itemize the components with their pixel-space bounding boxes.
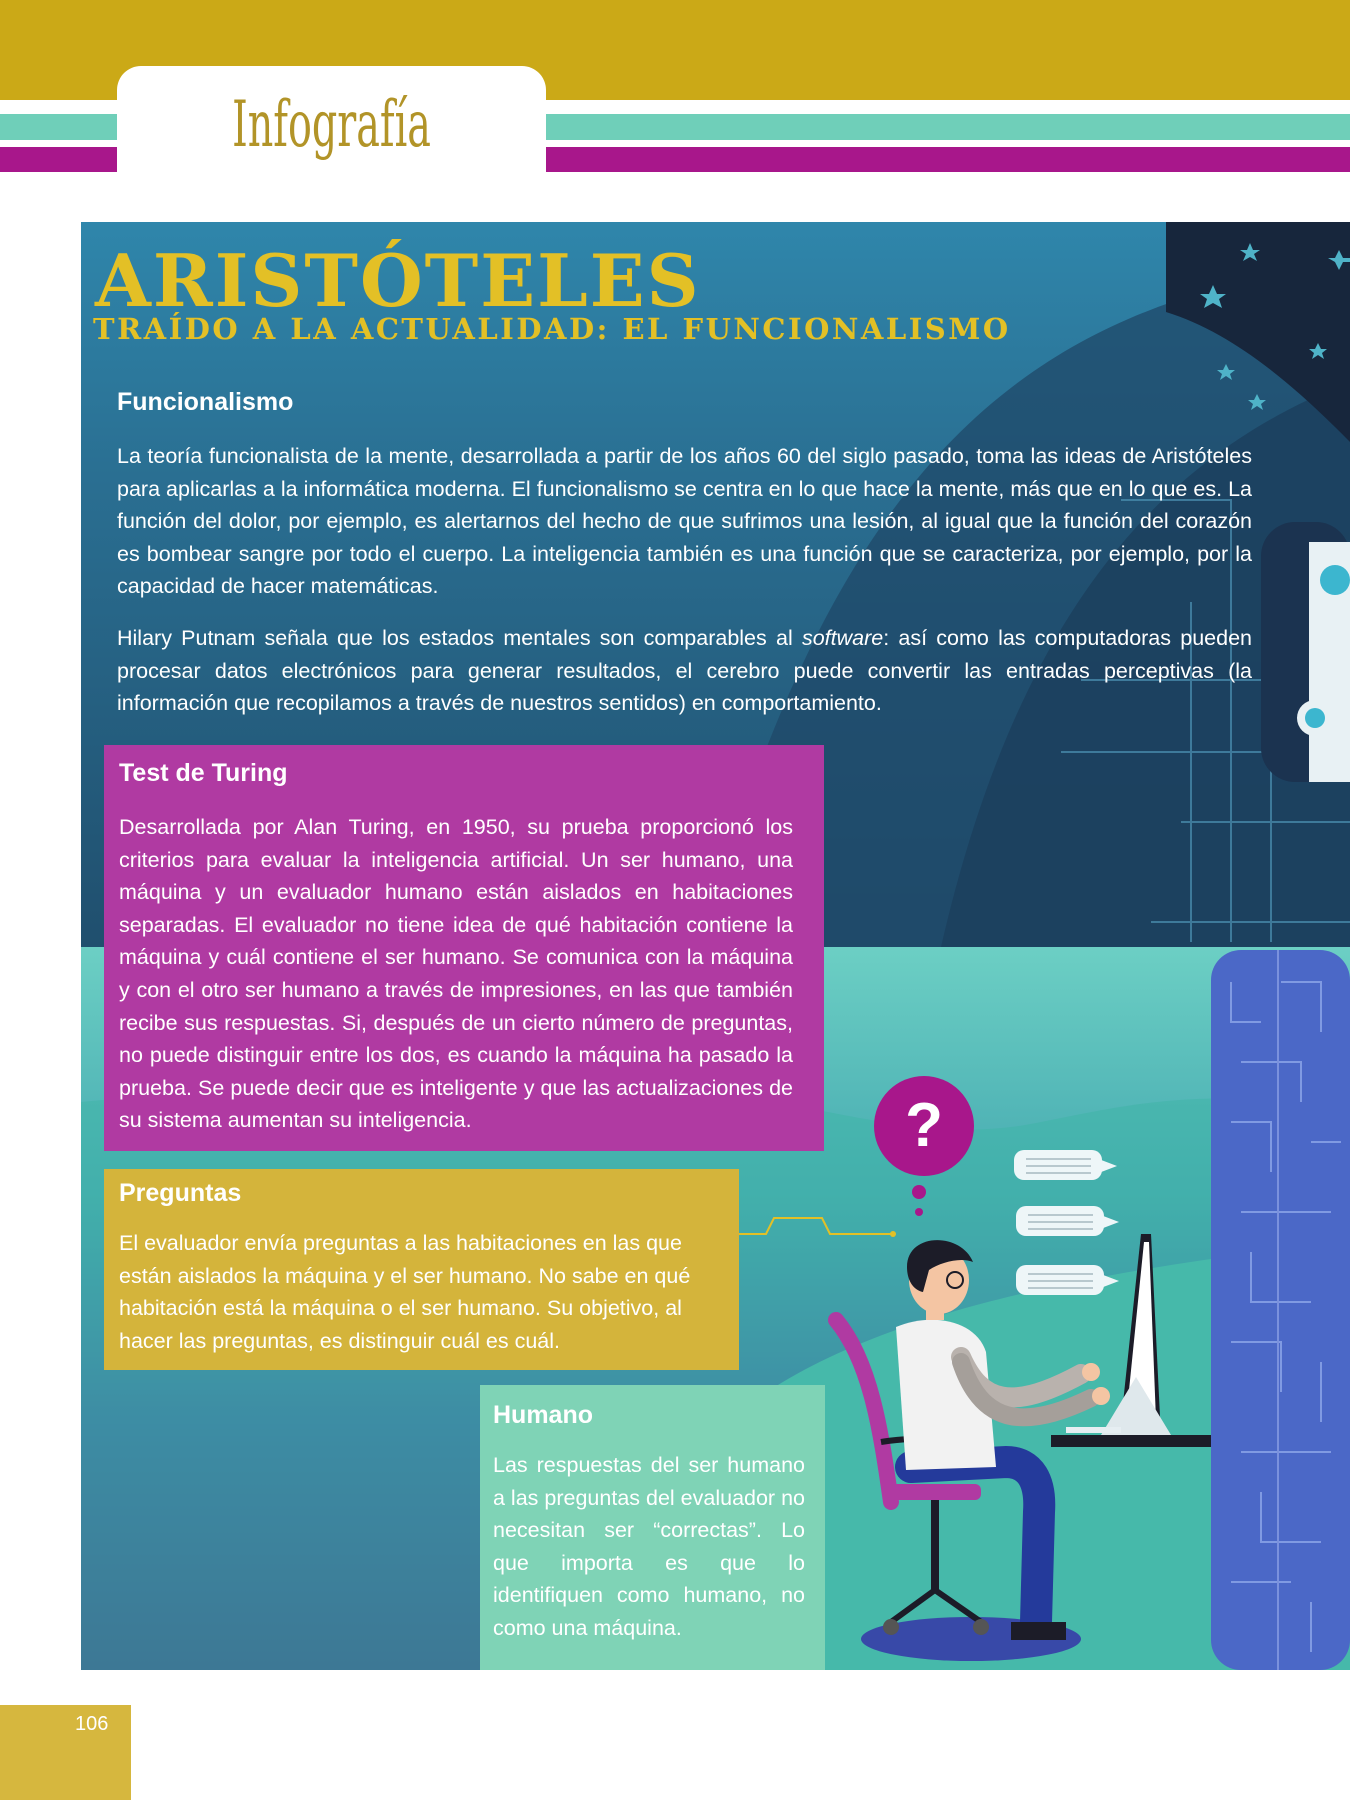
main-subtitle: TRAÍDO A LA ACTUALIDAD: EL FUNCIONALISMO	[93, 312, 1011, 346]
main-title: ARISTÓTELES	[95, 238, 701, 323]
section-label: Infografía	[232, 88, 431, 162]
turing-test-box	[104, 745, 824, 1151]
robot-arm-illustration	[1261, 522, 1350, 782]
preguntas-box	[104, 1169, 739, 1370]
connector-dot	[890, 1231, 896, 1237]
paragraph-2-start: Hilary Putnam señala que los estados mentales son comparables al	[117, 626, 802, 650]
turing-text: Desarrollada por Alan Turing, en 1950, su prueba proporcionó los criterios para evaluar la inteligencia artificial. Un ser humano, una máquina y un evaluador humano están aislados en habitaciones separadas. El evaluador no tiene idea de qué habitación contiene la máquina y cuál contiene el ser humano. Se comunica con la máquina y con el otro ser humano a través de impresiones, en las que también recibe sus respuestas. Si, después de un cierto número de preguntas, no puede distinguir entre los dos, es cuando la máquina ha pasado la prueba. Se puede decir que es inteligente y que las actualizaciones de su sistema aumentan su inteligencia.	[119, 815, 793, 1133]
software-term: software	[801, 626, 884, 650]
preguntas-text: El evaluador envía preguntas a las habitaciones en las que están aislados la máquina y el ser humano. No sabe en qué habitación está la máquina o el ser humano. Su objetivo, al hacer las preguntas, es distinguir cuál es cuál.	[119, 1231, 691, 1353]
preguntas-heading: Preguntas	[119, 1179, 242, 1207]
maze-tower-illustration	[1211, 950, 1350, 1670]
humano-box	[480, 1385, 825, 1670]
funcionalismo-heading: Funcionalismo	[117, 388, 294, 416]
humano-text: Las respuestas del ser humano a las preguntas del evaluador no necesitan ser “correctas”. Lo que importa es que lo identifiquen como humano, no como una máquina.	[493, 1453, 805, 1640]
page-number-tab	[0, 1705, 131, 1800]
humano-heading: Humano	[493, 1401, 593, 1429]
page-number: 106	[75, 1713, 109, 1735]
turing-heading: Test de Turing	[119, 759, 288, 787]
paragraph-2-end: : así como las computadoras pueden procesar datos electrónicos para generar resultados, el cerebro puede convertir las entradas perceptivas (la información que recopilamos a través de nuestros sentidos) en comportamiento.	[117, 626, 1252, 716]
infographic-panel	[81, 222, 1350, 1670]
funcionalismo-paragraph-2	[117, 622, 1252, 720]
funcionalismo-paragraph-1: La teoría funcionalista de la mente, desarrollada a partir de los años 60 del siglo pasado, toma las ideas de Aristóteles para aplicarlas a la informática moderna. El funcionalismo se centra en lo que hace la mente, más que en lo que es. La función del dolor, por ejemplo, es alertarnos del hecho de que sufrimos una lesión, al igual que la función del corazón es bombear sangre por todo el cuerpo. La inteligencia también es una función que se caracteriza, por ejemplo, por la capacidad de hacer matemáticas.	[117, 444, 1252, 599]
question-mark-glyph: ?	[905, 1091, 943, 1160]
